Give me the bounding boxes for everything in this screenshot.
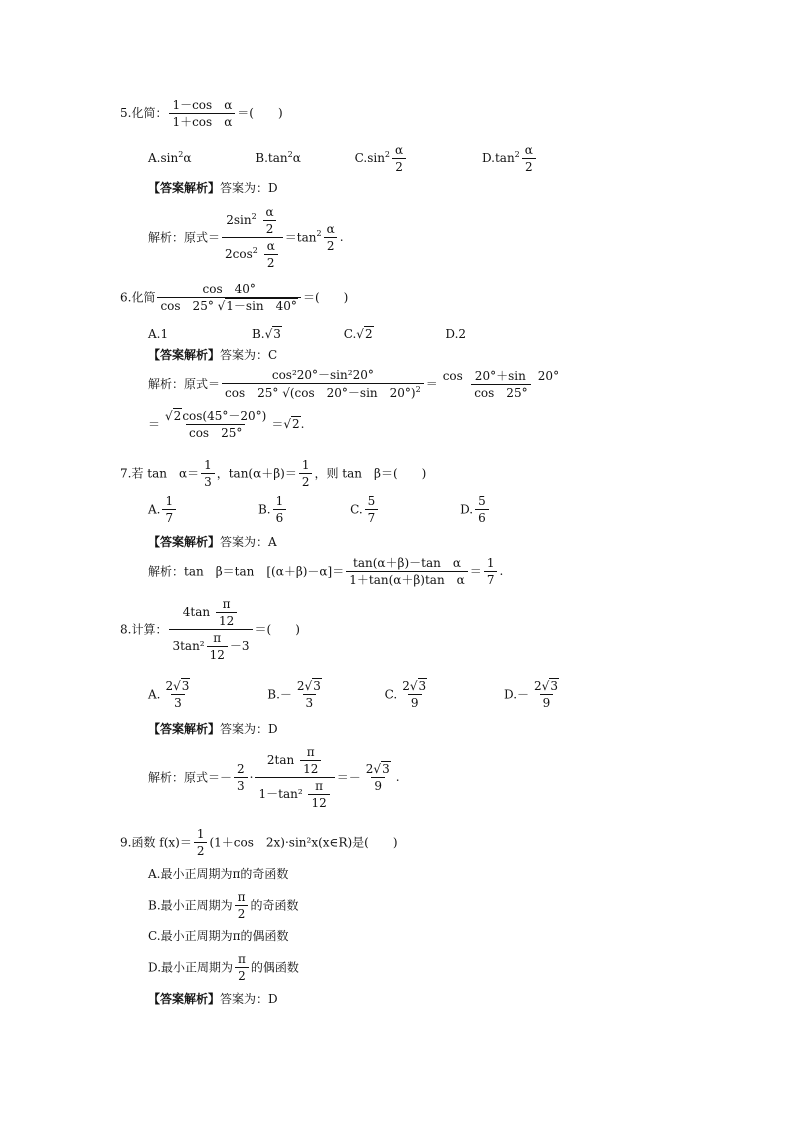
q5-line: 5.化简： $\frac{\text{1－cos α}}{\text{1＋cos α}}$ ＝( )	[120, 98, 283, 129]
q6-explanation-2: ＝ $\frac{√2\cos(45^\circ-20^\circ)}{\cos 25^\circ}$ ＝√2.	[148, 409, 305, 440]
q5-option-a[interactable]: $A.\sin^2\alpha$	[148, 150, 192, 165]
q8-options	[148, 680, 564, 709]
q6-answer: 【答案解析】答案为：C	[148, 348, 278, 362]
q7-option-b[interactable]: B. $\frac{1}{6}$	[258, 502, 288, 516]
q6-option-a[interactable]: A.1	[148, 327, 169, 341]
q7-option-d[interactable]: D. $\frac{5}{6}$	[460, 502, 491, 516]
q7-line: 7.若 tan α＝ $\frac{1}{3}$ ，tan(α＋β)＝ $\frac{1}{2}$ ，则 tan β＝( )	[120, 458, 427, 489]
q6-option-b[interactable]: B.√3	[251, 327, 281, 341]
q8-option-d[interactable]: D.－ $\frac{2√3}{9}$	[504, 679, 558, 710]
q8-line: 8.计算： 4tan $\frac{\pi}{12}$ 3tan² $\frac{\pi}{12}$ －3 ＝( )	[120, 597, 300, 662]
q7-answer: 【答案解析】答案为：A	[148, 535, 277, 549]
q5-option-d[interactable]: $D.\tan^2$ $\frac{\alpha}{2}$	[482, 151, 538, 165]
q6-explanation-1: 解析：原式＝ $\frac{\text{cos²20°－sin²20°}}{\cos 25^\circ √(\cos 20^\circ-\sin 20^\circ)^2}$ ＝ $\frac{\cos 20^\circ+\sin 20^\circ}{\cos 25^\circ}$	[148, 368, 560, 400]
q9-option-c[interactable]: C.最小正周期为π的偶函数	[148, 929, 289, 943]
q8-option-a[interactable]: A. $\frac{2√3}{3}$	[148, 679, 190, 710]
q7-options	[148, 495, 491, 524]
q7-option-a[interactable]: A. $\frac{1}{7}$	[148, 502, 178, 516]
q6-option-d[interactable]: D.2	[445, 327, 467, 341]
q5-answer: 【答案解析】答案为：D	[148, 181, 278, 195]
q9-answer: 【答案解析】答案为：D	[148, 992, 278, 1006]
q9-line: 9.函数 f(x)＝ $\frac{1}{2}$ (1＋cos 2x)·sin²x(x∈R)是( )	[120, 827, 398, 858]
q8-answer: 【答案解析】答案为：D	[148, 722, 278, 736]
q5-option-c[interactable]: $C.\sin^2$ $\frac{\alpha}{2}$	[355, 151, 409, 165]
q9-option-d[interactable]: D.最小正周期为 $\frac{\pi}{2}$ 的偶函数	[148, 952, 299, 983]
q8-option-c[interactable]: C. $\frac{2√3}{9}$	[384, 679, 427, 710]
q5-explanation: 解析：原式＝ $2\sin^2$ $\frac{\alpha}{2}$ $2\cos^2$ $\frac{\alpha}{2}$ $=\tan^2$ $\frac{\alpha}{2}$ .	[148, 205, 344, 270]
q5-label: 5.化简：	[120, 106, 168, 120]
q8-option-b[interactable]: B.－ $\frac{2√3}{3}$	[267, 679, 321, 710]
q9-option-a[interactable]: A.最小正周期为π的奇函数	[148, 867, 289, 881]
q7-explanation: 解析：tan β＝tan [(α＋β)－α]＝ $\frac{\text{tan(α＋β)－tan α}}{\text{1＋tan(α＋β)tan α}}$ ＝ $\frac{1}{7}$ .	[148, 556, 504, 587]
q5-fraction: $\frac{\text{1－cos α}}{\text{1＋cos α}}$	[169, 99, 235, 128]
q9-option-b[interactable]: B.最小正周期为 $\frac{\pi}{2}$ 的奇函数	[148, 890, 299, 921]
q7-option-c[interactable]: C. $\frac{5}{7}$	[350, 502, 380, 516]
q5-option-b[interactable]: $B.\tan^2\alpha$	[255, 150, 301, 165]
q8-explanation: 解析：原式＝－ $\frac{2}{3}$ · 2tan $\frac{\pi}{12}$ 1－tan² $\frac{\pi}{12}$ ＝－ $\frac{2√3}{9}$ .	[148, 745, 400, 810]
q6-option-c[interactable]: C.√2	[343, 327, 373, 341]
q6-line: 6.化简 $\frac{\cos 40^\circ}{\cos 25^\circ √1-\sin 40^\circ}$ ＝( )	[120, 282, 349, 313]
q5-options	[148, 144, 538, 173]
q6-options	[148, 328, 466, 340]
